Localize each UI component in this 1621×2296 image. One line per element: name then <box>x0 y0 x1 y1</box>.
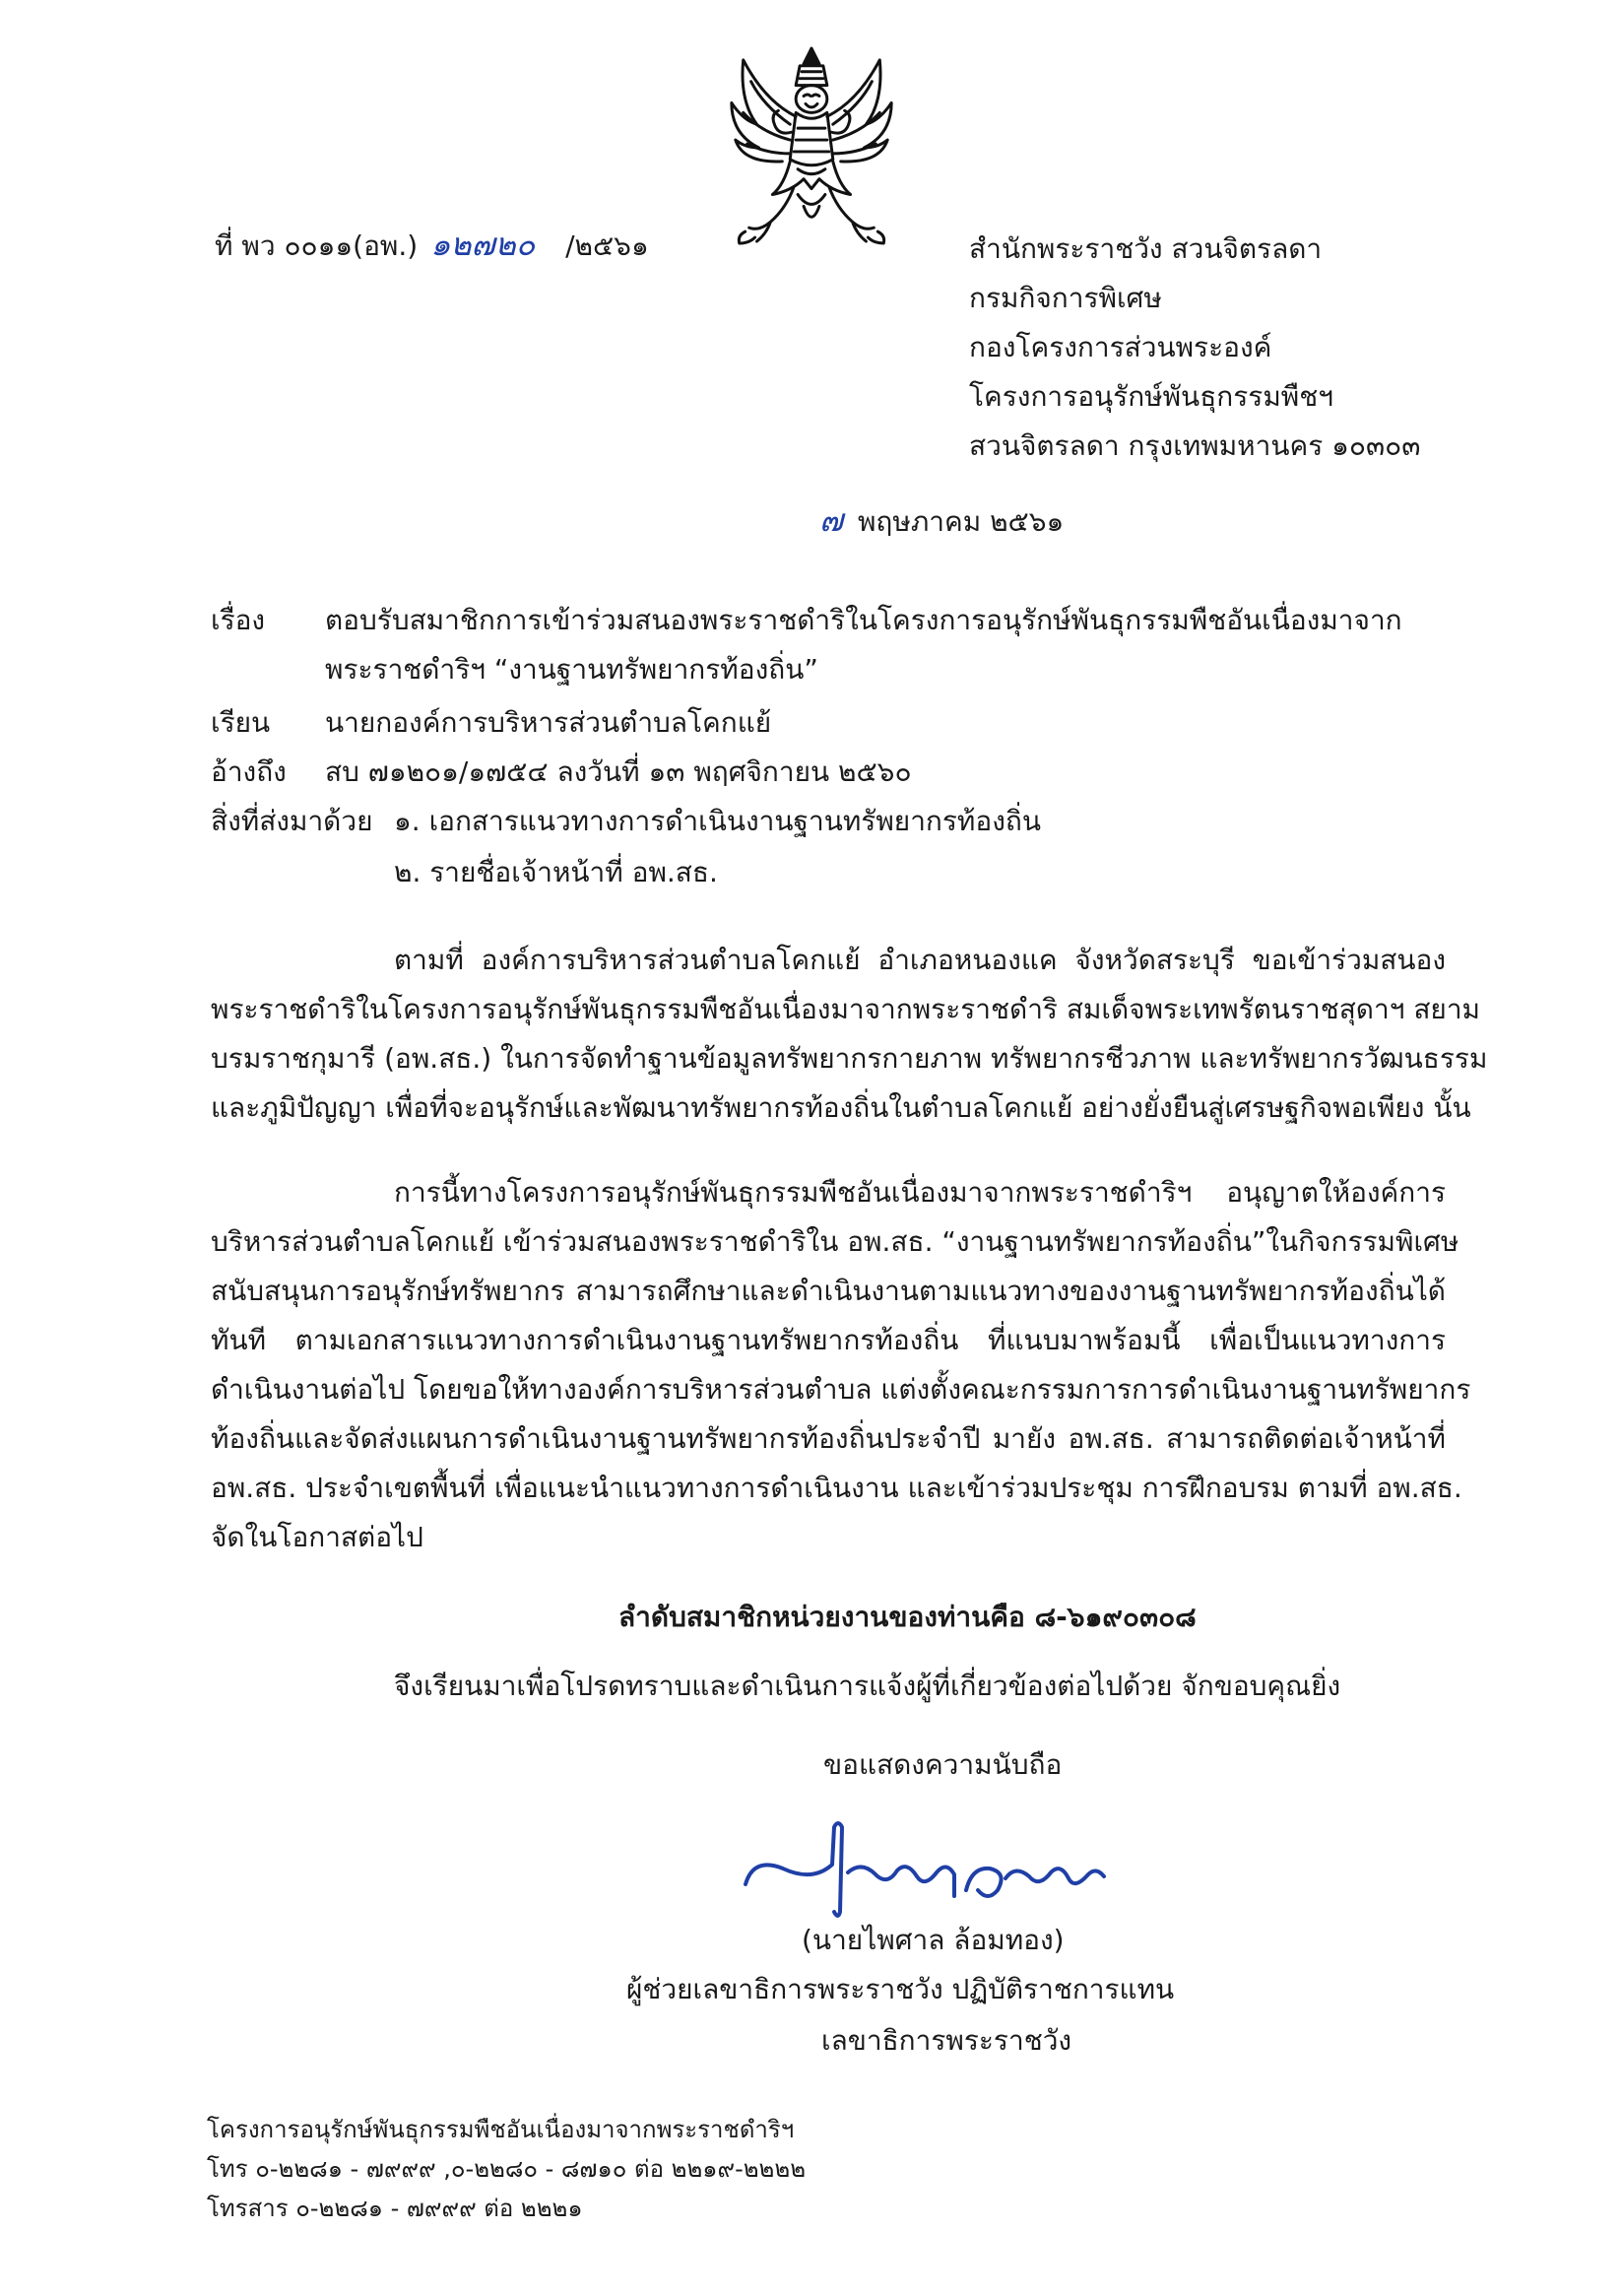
enclosure-item: ๒. รายชื่อเจ้าหน้าที่ อพ.สธ. <box>394 856 718 888</box>
to-value: นายกองค์การบริหารส่วนตำบลโคกแย้ <box>325 706 772 739</box>
date-month-year: พฤษภาคม ๒๕๖๑ <box>857 505 1065 538</box>
footer-phone: โทร ๐-๒๒๘๑ - ๗๙๙๙ ,๐-๒๒๘๐ - ๘๗๑๐ ต่อ ๒๒๑๙-๒๒๒๒ <box>207 2155 807 2183</box>
paragraph-line: พระราชดำริในโครงการอนุรักษ์พันธุกรรมพืชอันเนื่องมาจากพระราชดำริ สมเด็จพระเทพรัตนราชสุดาฯ สยาม <box>211 993 1481 1025</box>
paragraph-line: สนับสนุนการอนุรักษ์ทรัพยากร สามารถศึกษาและดำเนินงานตามแนวทางของงานฐานทรัพยากรท้องถิ่นได้ <box>211 1275 1446 1307</box>
paragraph-line: ทันที ตามเอกสารแนวทางการดำเนินงานฐานทรัพยากรท้องถิ่น ที่แนบมาพร้อมนี้ เพื่อเป็นแนวทางการ <box>211 1324 1446 1356</box>
body-paragraph-1 <box>211 936 1488 1133</box>
paragraph-line: การนี้ทางโครงการอนุรักษ์พันธุกรรมพืชอันเนื่องมาจากพระราชดำริฯ อนุญาตให้องค์การ <box>394 1176 1446 1209</box>
reference-value: สบ ๗๑๒๐๑/๑๗๕๔ ลงวันที่ ๑๓ พฤศจิกายน ๒๕๖๐ <box>325 755 912 788</box>
date-day-handwritten: ๗ <box>819 501 844 539</box>
signatory-name: (นายไพศาล ล้อมทอง) <box>802 1924 1065 1956</box>
sender-address <box>969 225 1420 471</box>
signatory-position: เลขาธิการพระราชวัง <box>821 2024 1072 2057</box>
letter-date <box>819 500 1064 542</box>
footer-org: โครงการอนุรักษ์พันธุกรรมพืชอันเนื่องมาจากพระราชดำริฯ <box>207 2116 795 2143</box>
garuda-emblem-icon <box>714 41 909 248</box>
enclosure-item: ๑. เอกสารแนวทางการดำเนินงานฐานทรัพยากรท้องถิ่น <box>394 805 1041 837</box>
paragraph-line: และภูมิปัญญา เพื่อที่จะอนุรักษ์และพัฒนาทรัพยากรท้องถิ่นในตำบลโคกแย้ อย่างยั่งยืนสู่เศรษฐกิจพอเพียง นั้น <box>211 1091 1471 1124</box>
paragraph-line: บรมราชกุมารี (อพ.สธ.) ในการจัดทำฐานข้อมูลทรัพยากรกายภาพ ทรัพยากรชีวภาพ และทรัพยากรวัฒนธรรม <box>211 1042 1488 1075</box>
closing-salutation: ขอแสดงความนับถือ <box>823 1748 1063 1781</box>
closing-request: จึงเรียนมาเพื่อโปรดทราบและดำเนินการแจ้งผู้ที่เกี่ยวข้องต่อไปด้วย จักขอบคุณยิ่ง <box>394 1670 1341 1702</box>
reference-label: อ้างถึง <box>211 755 287 788</box>
reference-suffix: /๒๕๖๑ <box>565 230 649 262</box>
body-paragraph-2 <box>211 1168 1471 1562</box>
subject-label: เรื่อง <box>211 604 266 636</box>
member-number: ลำดับสมาชิกหน่วยงานของท่านคือ ๘-๖๑๙๐๓๐๘ <box>618 1601 1197 1633</box>
address-line: กองโครงการส่วนพระองค์ <box>969 331 1272 363</box>
footer-contact <box>207 2110 806 2228</box>
reference-number <box>215 225 649 266</box>
subject-line: พระราชดำริฯ “งานฐานทรัพยากรท้องถิ่น” <box>325 653 818 686</box>
paragraph-line: ท้องถิ่นและจัดส่งแผนการดำเนินงานฐานทรัพยากรท้องถิ่นประจำปี มายัง อพ.สธ. สามารถติดต่อเจ้าหน้าที่ <box>211 1422 1446 1455</box>
footer-fax: โทรสาร ๐-๒๒๘๑ - ๗๙๙๙ ต่อ ๒๒๒๑ <box>207 2195 583 2222</box>
paragraph-line: อพ.สธ. ประจำเขตพื้นที่ เพื่อแนะนำแนวทางการดำเนินงาน และเข้าร่วมประชุม การฝึกอบรม ตามที่ อพ.สธ. <box>211 1472 1462 1504</box>
paragraph-line: ตามที่ องค์การบริหารส่วนตำบลโคกแย้ อำเภอหนองแค จังหวัดสระบุรี ขอเข้าร่วมสนอง <box>394 944 1446 976</box>
address-line: สำนักพระราชวัง สวนจิตรลดา <box>969 232 1323 265</box>
address-line: โครงการอนุรักษ์พันธุกรรมพืชฯ <box>969 380 1333 413</box>
reference-handwritten-number: ๑๒๗๒๐ <box>430 226 536 263</box>
to-label: เรียน <box>211 706 271 739</box>
address-line: กรมกิจการพิเศษ <box>969 282 1162 314</box>
handwritten-signature <box>744 1817 1108 1921</box>
signatory-position: ผู้ช่วยเลขาธิการพระราชวัง ปฏิบัติราชการแทน <box>626 1973 1175 2005</box>
paragraph-line: บริหารส่วนตำบลโคกแย้ เข้าร่วมสนองพระราชดำริใน อพ.สธ. “งานฐานทรัพยากรท้องถิ่น”ในกิจกรรมพิเศษ <box>211 1225 1459 1258</box>
reference-prefix: ที่ พว ๐๐๑๑(อพ.) <box>215 230 419 262</box>
address-line: สวนจิตรลดา กรุงเทพมหานคร ๑๐๓๐๓ <box>969 429 1421 462</box>
paragraph-line: ดำเนินงานต่อไป โดยขอให้ทางองค์การบริหารส่วนตำบล แต่งตั้งคณะกรรมการการดำเนินงานฐานทรัพยากร <box>211 1373 1471 1406</box>
paragraph-line: จัดในโอกาสต่อไป <box>211 1521 423 1553</box>
subject-line: ตอบรับสมาชิกการเข้าร่วมสนองพระราชดำริในโครงการอนุรักษ์พันธุกรรมพืชอันเนื่องมาจาก <box>325 604 1402 636</box>
enclosure-label: สิ่งที่ส่งมาด้วย <box>211 805 373 837</box>
